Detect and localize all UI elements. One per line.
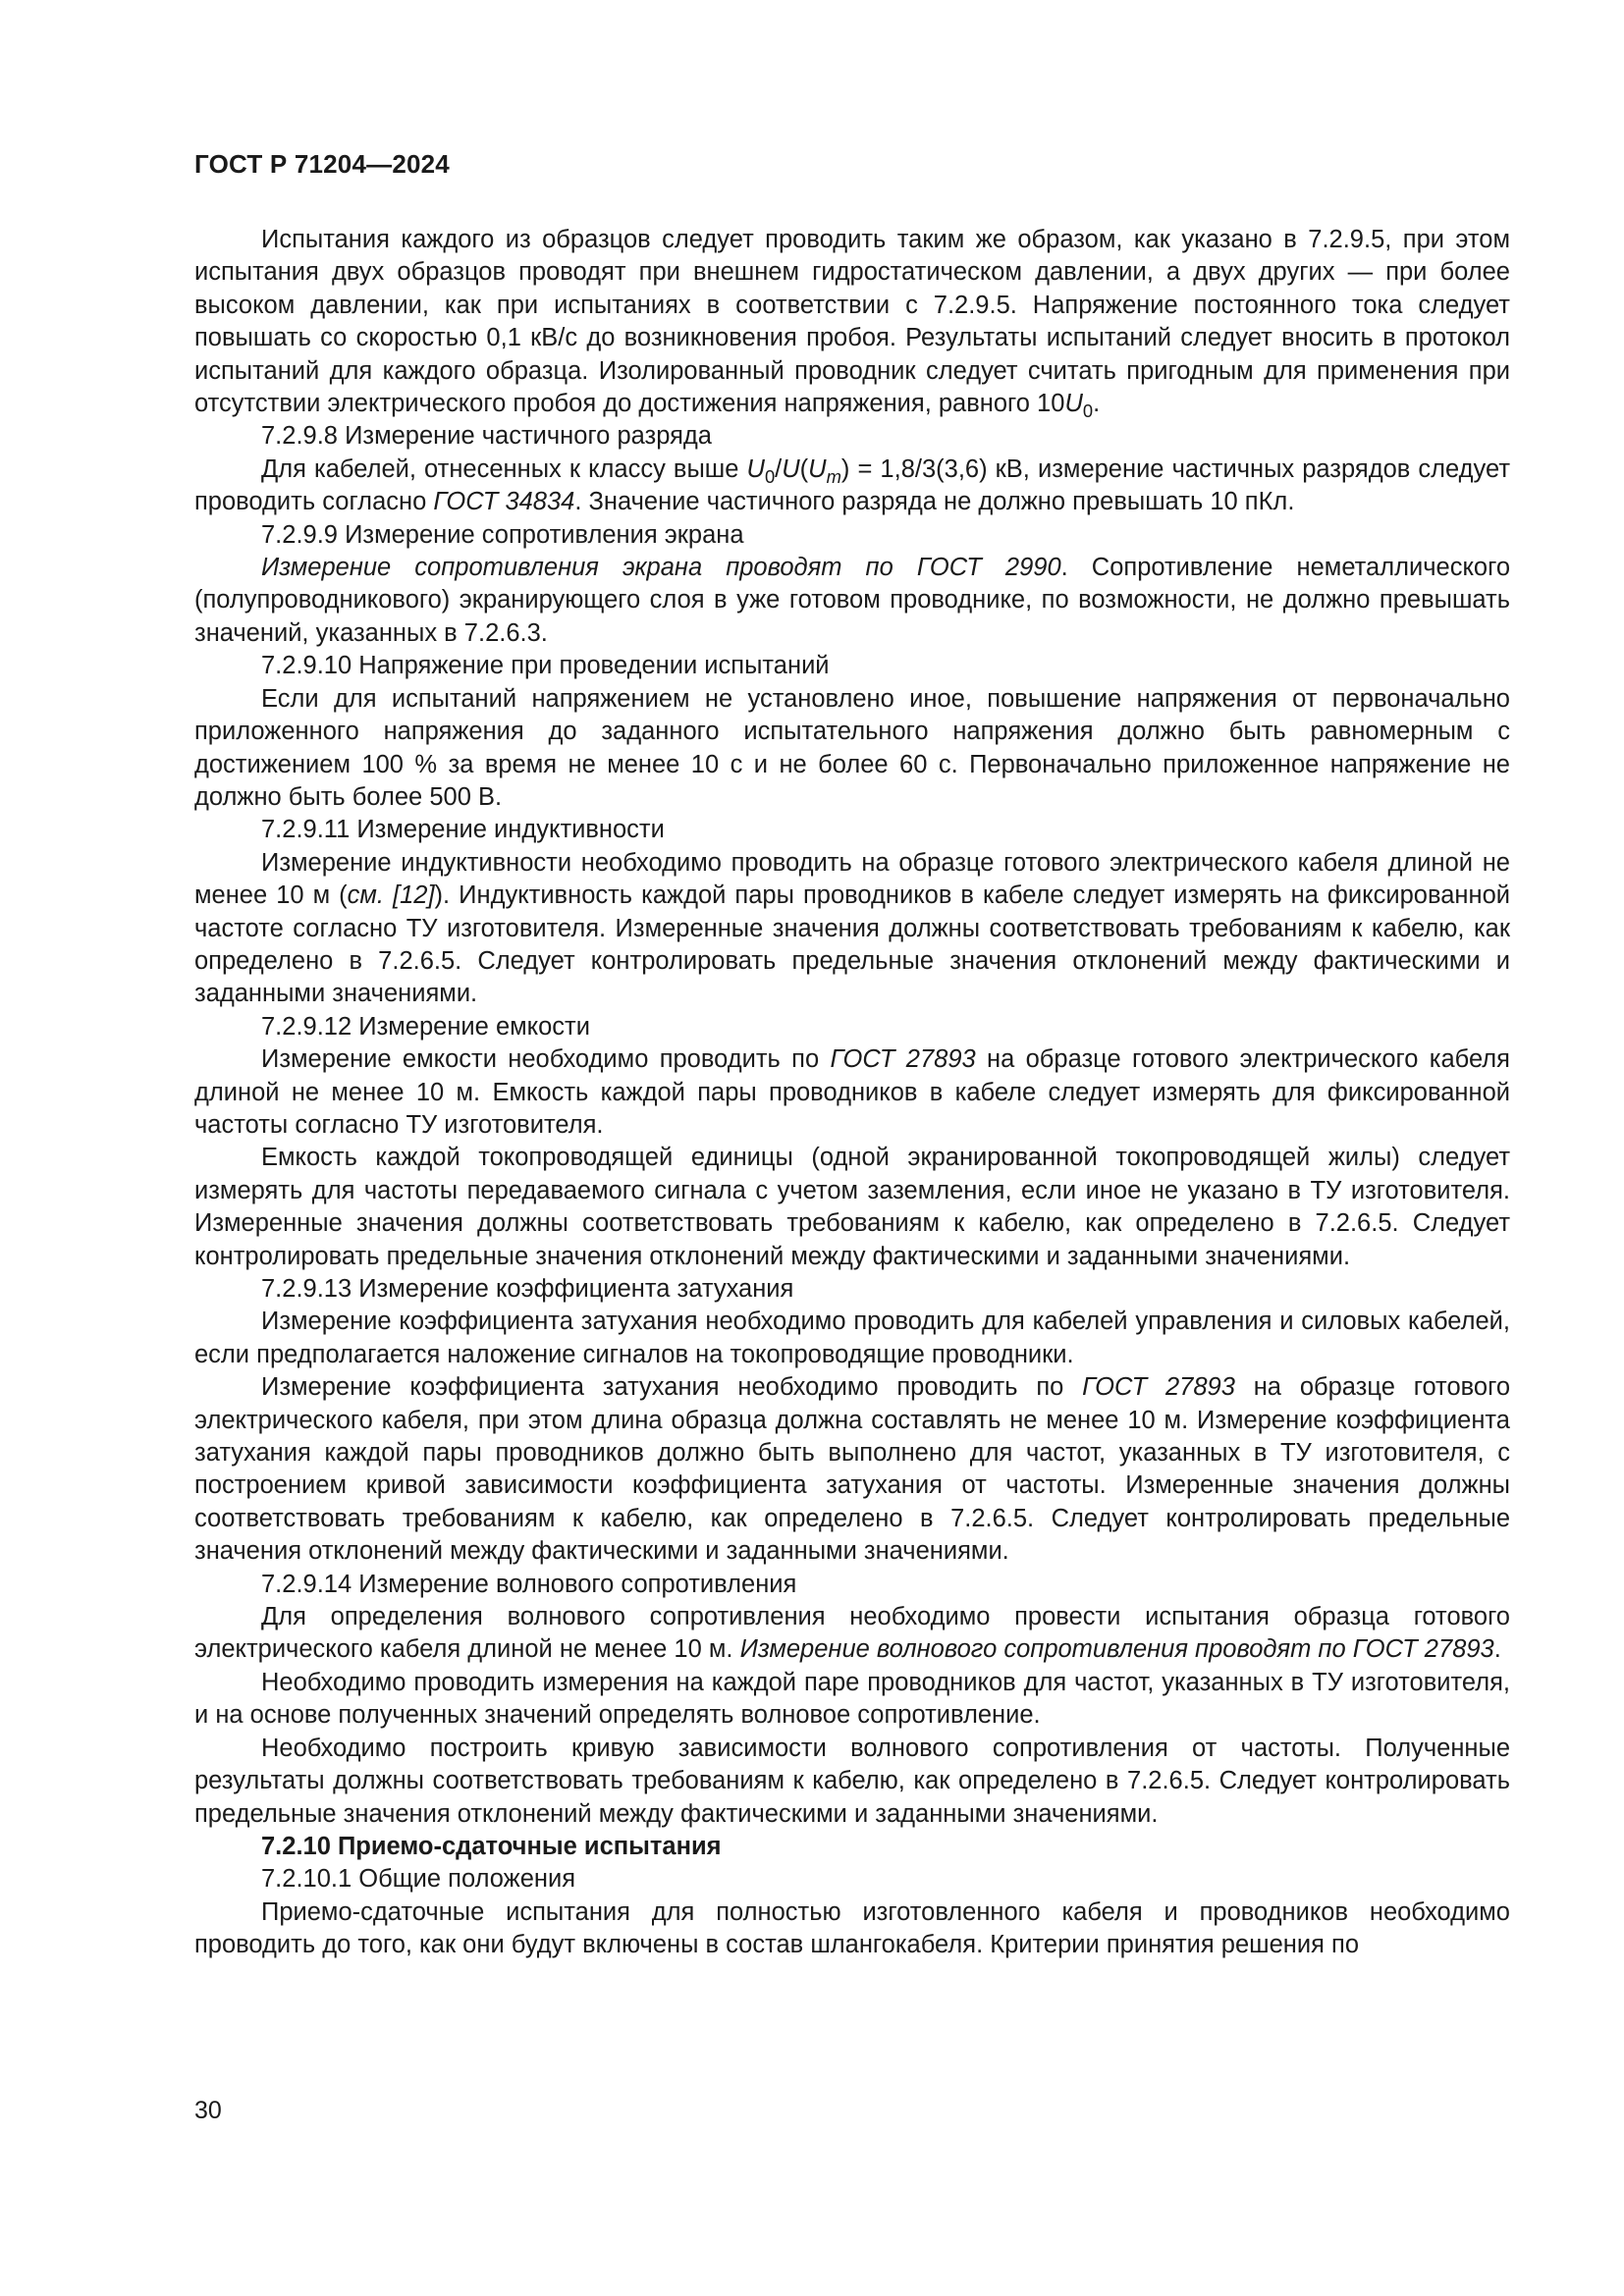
paragraph: Измерение емкости необходимо проводить по ГОСТ 27893 на образце готового электрического кабеля длиной не менее 10 м. Емкость каждой пары проводников в кабеле следует измерять для фиксированной частоты согласно ТУ изготовителя. — [194, 1045, 1510, 1139]
section-heading: 7.2.9.11 Измерение индуктивности — [261, 816, 665, 844]
section-heading: 7.2.9.9 Измерение сопротивления экрана — [261, 520, 744, 549]
paragraph: Приемо-сдаточные испытания для полностью изготовленного кабеля и проводников необходимо проводить до того, как они будут включены в состав шлангокабеля. Критерии принятия решения по — [194, 1897, 1510, 1959]
paragraph: Испытания каждого из образцов следует проводить таким же образом, как указано в 7.2.9.5, при этом испытания двух образцов проводят при внешнем гидростатическом давлении, а двух других — при более высоком давлении, как при испытаниях в соответствии с 7.2.9.5. Напряжение постоянного тока следует повышать со скоростью 0,1 кВ/с до возникновения пробоя. Результаты испытаний следует вносить в протокол испытаний для каждого образца. Изолированный проводник следует считать пригодным для применения при отсутствии электрического пробоя до достижения напряжения, равного $10U_0$. — [194, 226, 1510, 422]
paragraph: Необходимо проводить измерения на каждой паре проводников для частот, указанных в ТУ изготовителя, и на основе полученных значений определять волновое сопротивление. — [194, 1668, 1510, 1730]
paragraph: Измерение коэффициента затухания необходимо проводить по ГОСТ 27893 на образце готового электрического кабеля, при этом длина образца должна составлять не менее 10 м. Измерение коэффициента затухания каждой пары проводников должно быть выполнено для частот, указанных в ТУ изготовителя, с построением кривой зависимости коэффициента затухания от частоты. Измеренные значения должны соответствовать требованиям к кабелю, как определено в 7.2.6.5. Следует контролировать предельные значения отклонений между фактическими и заданными значениями. — [194, 1373, 1511, 1566]
paragraph: Для определения волнового сопротивления необходимо провести испытания образца готового электрического кабеля длиной не менее 10 м. Измерение волнового сопротивления проводят по ГОСТ 27893. — [194, 1603, 1510, 1664]
document-body — [194, 224, 1510, 1962]
section-heading: 7.2.9.10 Напряжение при проведении испытаний — [261, 652, 830, 680]
paragraph: Измерение индуктивности необходимо проводить на образце готового электрического кабеля длиной не менее 10 м (см. [12]). Индуктивность каждой пары проводников в кабеле следует измерять на фиксированной частоте согласно ТУ изготовителя. Измеренные значения должны соответствовать требованиям к кабелю, как определено в 7.2.6.5. Следует контролировать предельные значения отклонений между фактическими и заданными значениями. — [194, 848, 1510, 1008]
paragraph: Емкость каждой токопроводящей единицы (одной экранированной токопроводящей жилы) следует измерять для частоты передаваемого сигнала с учетом заземления, если иное не указано в ТУ изготовителя. Измеренные значения должны соответствовать требованиям к кабелю, как определено в 7.2.6.5. Следует контролировать предельные значения отклонений между фактическими и заданными значениями. — [194, 1144, 1510, 1270]
section-heading: 7.2.9.13 Измерение коэффициента затухания — [261, 1275, 794, 1303]
document-header: ГОСТ Р 71204—2024 — [194, 149, 450, 179]
paragraph: Если для испытаний напряжением не установлено иное, повышение напряжения от первоначально приложенного напряжения до заданного испытательного напряжения должно быть равномерным с достижением 100 % за время не менее 10 с и не более 60 с. Первоначально приложенное напряжение не должно быть более 500 В. — [194, 684, 1510, 811]
paragraph: Необходимо построить кривую зависимости волнового сопротивления от частоты. Полученные результаты должны соответствовать требованиям к кабелю, как определено в 7.2.6.5. Следует контролировать предельные значения отклонений между фактическими и заданными значениями. — [194, 1734, 1510, 1828]
section-heading: 7.2.9.12 Измерение емкости — [261, 1012, 590, 1041]
subsection-heading-bold: 7.2.10 Приемо-сдаточные испытания — [261, 1832, 722, 1860]
section-heading: 7.2.9.8 Измерение частичного разряда — [261, 422, 712, 451]
section-heading: 7.2.10.1 Общие положения — [261, 1865, 576, 1894]
paragraph: Измерение коэффициента затухания необходимо проводить для кабелей управления и силовых кабелей, если предполагается наложение сигналов на токопроводящие проводники. — [194, 1308, 1510, 1368]
paragraph: Измерение сопротивления экрана проводят по ГОСТ 2990. Сопротивление неметаллического (полупроводникового) экранирующего слоя в уже готовом проводнике, по возможности, не должно превышать значений, указанных в 7.2.6.3. — [194, 554, 1510, 647]
paragraph: Для кабелей, отнесенных к классу выше $U_0/U(U_m) = 1,8/3(3,6)$ кВ, измерение частичных разрядов следует проводить согласно ГОСТ 34834. Значение частичного разряда не должно превышать 10 пКл. — [194, 454, 1510, 516]
section-heading: 7.2.9.14 Измерение волнового сопротивления — [261, 1570, 797, 1598]
page-number: 30 — [194, 2097, 222, 2124]
